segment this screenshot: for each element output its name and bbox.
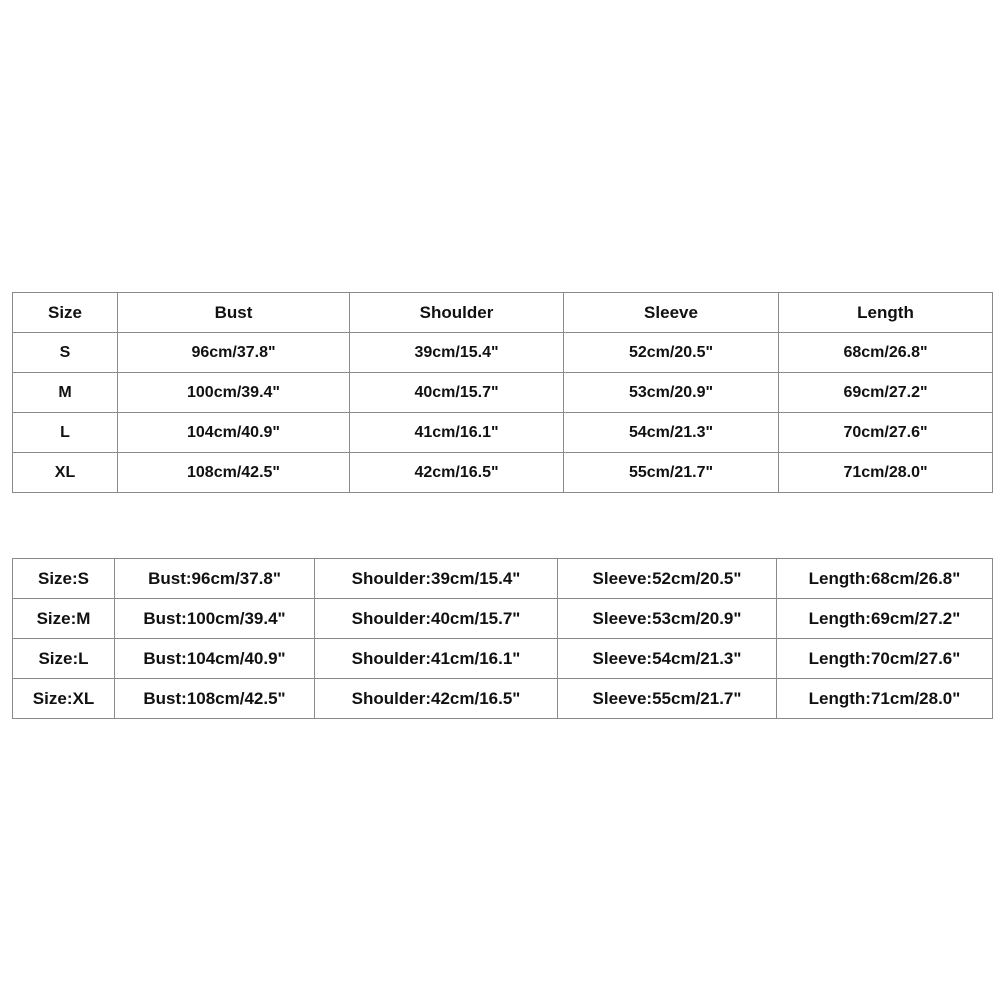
cell-shoulder: Shoulder:42cm/16.5" bbox=[315, 679, 558, 719]
table-header-row bbox=[13, 293, 993, 333]
cell-sleeve: 53cm/20.9" bbox=[564, 373, 779, 413]
header-length: Length bbox=[779, 293, 993, 333]
cell-size: Size:M bbox=[13, 599, 115, 639]
cell-sleeve: 55cm/21.7" bbox=[564, 453, 779, 493]
cell-sleeve: Sleeve:53cm/20.9" bbox=[558, 599, 777, 639]
cell-bust: Bust:104cm/40.9" bbox=[115, 639, 315, 679]
cell-length: Length:69cm/27.2" bbox=[777, 599, 993, 639]
cell-length: 71cm/28.0" bbox=[779, 453, 993, 493]
cell-size: Size:XL bbox=[13, 679, 115, 719]
size-list-table bbox=[12, 558, 993, 719]
cell-bust: 108cm/42.5" bbox=[118, 453, 350, 493]
table-row bbox=[13, 373, 993, 413]
cell-size: Size:L bbox=[13, 639, 115, 679]
header-shoulder: Shoulder bbox=[350, 293, 564, 333]
cell-size: XL bbox=[13, 453, 118, 493]
cell-sleeve: 54cm/21.3" bbox=[564, 413, 779, 453]
cell-length: 70cm/27.6" bbox=[779, 413, 993, 453]
cell-size: Size:S bbox=[13, 559, 115, 599]
cell-shoulder: Shoulder:40cm/15.7" bbox=[315, 599, 558, 639]
cell-sleeve: Sleeve:54cm/21.3" bbox=[558, 639, 777, 679]
cell-bust: 96cm/37.8" bbox=[118, 333, 350, 373]
cell-length: Length:68cm/26.8" bbox=[777, 559, 993, 599]
cell-size: M bbox=[13, 373, 118, 413]
size-chart-table bbox=[12, 292, 993, 493]
header-bust: Bust bbox=[118, 293, 350, 333]
cell-length: Length:70cm/27.6" bbox=[777, 639, 993, 679]
cell-sleeve: Sleeve:52cm/20.5" bbox=[558, 559, 777, 599]
cell-length: Length:71cm/28.0" bbox=[777, 679, 993, 719]
cell-shoulder: Shoulder:39cm/15.4" bbox=[315, 559, 558, 599]
cell-bust: Bust:100cm/39.4" bbox=[115, 599, 315, 639]
table-row bbox=[13, 639, 993, 679]
cell-shoulder: Shoulder:41cm/16.1" bbox=[315, 639, 558, 679]
cell-sleeve: Sleeve:55cm/21.7" bbox=[558, 679, 777, 719]
cell-bust: Bust:96cm/37.8" bbox=[115, 559, 315, 599]
cell-shoulder: 39cm/15.4" bbox=[350, 333, 564, 373]
header-size: Size bbox=[13, 293, 118, 333]
cell-shoulder: 41cm/16.1" bbox=[350, 413, 564, 453]
table-row bbox=[13, 453, 993, 493]
table-row bbox=[13, 679, 993, 719]
cell-size: S bbox=[13, 333, 118, 373]
cell-bust: 100cm/39.4" bbox=[118, 373, 350, 413]
cell-length: 68cm/26.8" bbox=[779, 333, 993, 373]
cell-size: L bbox=[13, 413, 118, 453]
cell-shoulder: 42cm/16.5" bbox=[350, 453, 564, 493]
header-sleeve: Sleeve bbox=[564, 293, 779, 333]
table-row bbox=[13, 599, 993, 639]
cell-bust: Bust:108cm/42.5" bbox=[115, 679, 315, 719]
table-row bbox=[13, 333, 993, 373]
cell-shoulder: 40cm/15.7" bbox=[350, 373, 564, 413]
cell-length: 69cm/27.2" bbox=[779, 373, 993, 413]
cell-bust: 104cm/40.9" bbox=[118, 413, 350, 453]
cell-sleeve: 52cm/20.5" bbox=[564, 333, 779, 373]
table-row bbox=[13, 413, 993, 453]
table-row bbox=[13, 559, 993, 599]
